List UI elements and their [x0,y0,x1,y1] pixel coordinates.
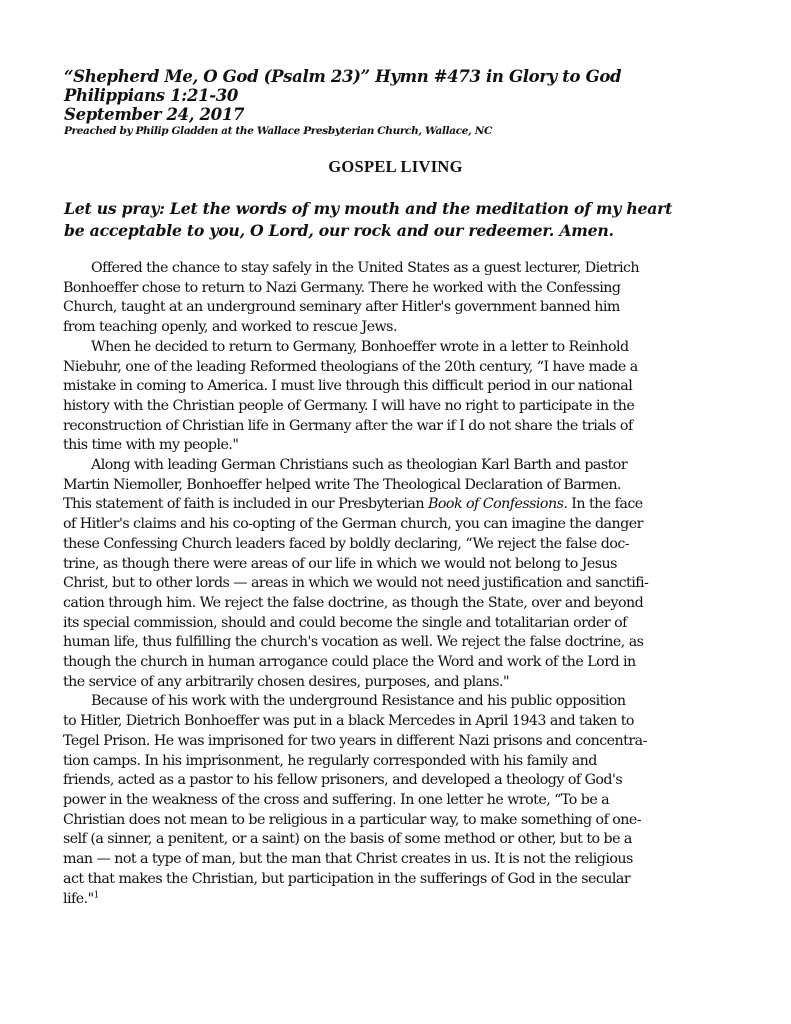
body-line [63,456,783,476]
body-line-text: mistake in coming to America. I must live through this difficult period in our national [63,378,633,395]
body-line [63,495,783,515]
body-line [63,259,783,279]
body-line-text: cation through him. We reject the false doctrine, as though the State, over and beyond [63,594,644,611]
body-line-text: these Confessing Church leaders faced by boldly declaring, “We reject the false doc- [63,535,630,552]
body-line [63,417,783,437]
body-line-text: trine, as though there were areas of our life in which we would not belong to Jesus [63,555,617,572]
body-line [63,535,783,555]
body-line [63,752,783,772]
body-line-text: to Hitler, Dietrich Bonhoeffer was put in a black Mercedes in April 1943 and taken to [63,713,634,730]
body-line [63,476,783,496]
body-line-text: though the church in human arrogance could place the Word and work of the Lord in [63,654,636,671]
body-line [63,397,783,417]
body-line [63,436,783,456]
body-line [63,377,783,397]
body-line [63,574,783,594]
sermon-title: GOSPEL LIVING [328,157,463,176]
body-line [63,594,783,614]
body-line [63,850,783,870]
hymn-heading: “Shepherd Me, O God (Psalm 23)” Hymn #473 in Glory to God [64,67,622,86]
body-line-text: This statement of faith is included in our Presbyterian [63,496,428,513]
body-line-text: man — not a type of man, but the man that Christ creates in us. It is not the religious [63,851,633,868]
body-line-text: . In the face [563,496,643,513]
sermon-body [63,259,783,909]
body-line [63,633,783,653]
book-title: Book of Confessions [427,496,564,513]
body-line [63,358,783,378]
body-line-text: of Hitler's claims and his co-opting of the German church, you can imagine the danger [63,516,643,533]
body-line-text: Because of his work with the underground Resistance and his public opposition [91,693,626,710]
body-line [63,890,783,910]
body-line [63,555,783,575]
date-heading: September 24, 2017 [64,105,245,124]
body-line [63,712,783,732]
preacher-heading: Preached by Philip Gladden at the Wallace Presbyterian Church, Wallace, NC [64,125,492,137]
body-line-text: Niebuhr, one of the leading Reformed theologians of the 20th century, “I have made a [63,358,638,375]
body-line-text: act that makes the Christian, but participation in the sufferings of God in the secular [63,870,631,887]
body-line-text: Church, taught at an underground seminary after Hitler's government banned him [63,299,620,316]
body-line-text: Christian does not mean to be religious in a particular way, to make something of one- [63,811,642,828]
body-line-text: tion camps. In his imprisonment, he regularly corresponded with his family and [63,752,597,769]
body-line-text: Martin Niemoller, Bonhoeffer helped write The Theological Declaration of Barmen. [63,476,621,493]
body-line-text: history with the Christian people of Germany. I will have no right to participate in the [63,397,635,414]
body-line-text: the service of any arbitrarily chosen desires, purposes, and plans." [63,673,509,690]
body-line [63,614,783,634]
footnote-marker: 1 [93,889,99,900]
body-line [63,692,783,712]
body-line-text: reconstruction of Christian life in Germany after the war if I do not share the trials of [63,417,633,434]
body-line [63,771,783,791]
body-line [63,653,783,673]
scripture-heading: Philippians 1:21-30 [64,86,238,105]
body-line-text: friends, acted as a pastor to his fellow prisoners, and developed a theology of God's [63,772,623,789]
body-line-text: self (a sinner, a penitent, or a saint) on the basis of some method or other, but to be a [63,831,632,848]
body-line-text: Christ, but to other lords — areas in which we would not need justification and sanctifi- [63,575,649,592]
body-line [63,298,783,318]
body-line-text: its special commission, should and could become the single and totalitarian order of [63,614,627,631]
prayer-line: be acceptable to you, O Lord, our rock and our redeemer. Amen. [64,221,614,240]
body-line-text: life." [63,890,94,907]
body-line [63,338,783,358]
body-line-text: from teaching openly, and worked to rescue Jews. [63,319,397,336]
body-line [63,673,783,693]
body-line-text: this time with my people." [63,437,239,454]
body-line [63,811,783,831]
opening-prayer [64,198,764,242]
body-line [63,732,783,752]
body-line [63,279,783,299]
body-line-text: Along with leading German Christians such as theologian Karl Barth and pastor [91,457,628,474]
body-line-text: Offered the chance to stay safely in the United States as a guest lecturer, Dietrich [91,260,640,276]
body-line-text: human life, thus fulfilling the church's vocation as well. We reject the false doctrine, as [63,634,644,651]
body-line-text: When he decided to return to Germany, Bonhoeffer wrote in a letter to Reinhold [91,338,629,355]
body-line [63,791,783,811]
body-line [63,870,783,890]
body-line-text: Tegel Prison. He was imprisoned for two years in different Nazi prisons and concentra- [63,732,647,749]
body-line [63,515,783,535]
body-line [63,830,783,850]
body-line [63,318,783,338]
body-line-text: power in the weakness of the cross and suffering. In one letter he wrote, “To be a [63,791,610,808]
body-line-text: Bonhoeffer chose to return to Nazi Germany. There he worked with the Confessing [63,279,621,296]
prayer-line: Let us pray: Let the words of my mouth and the meditation of my heart [64,199,673,218]
